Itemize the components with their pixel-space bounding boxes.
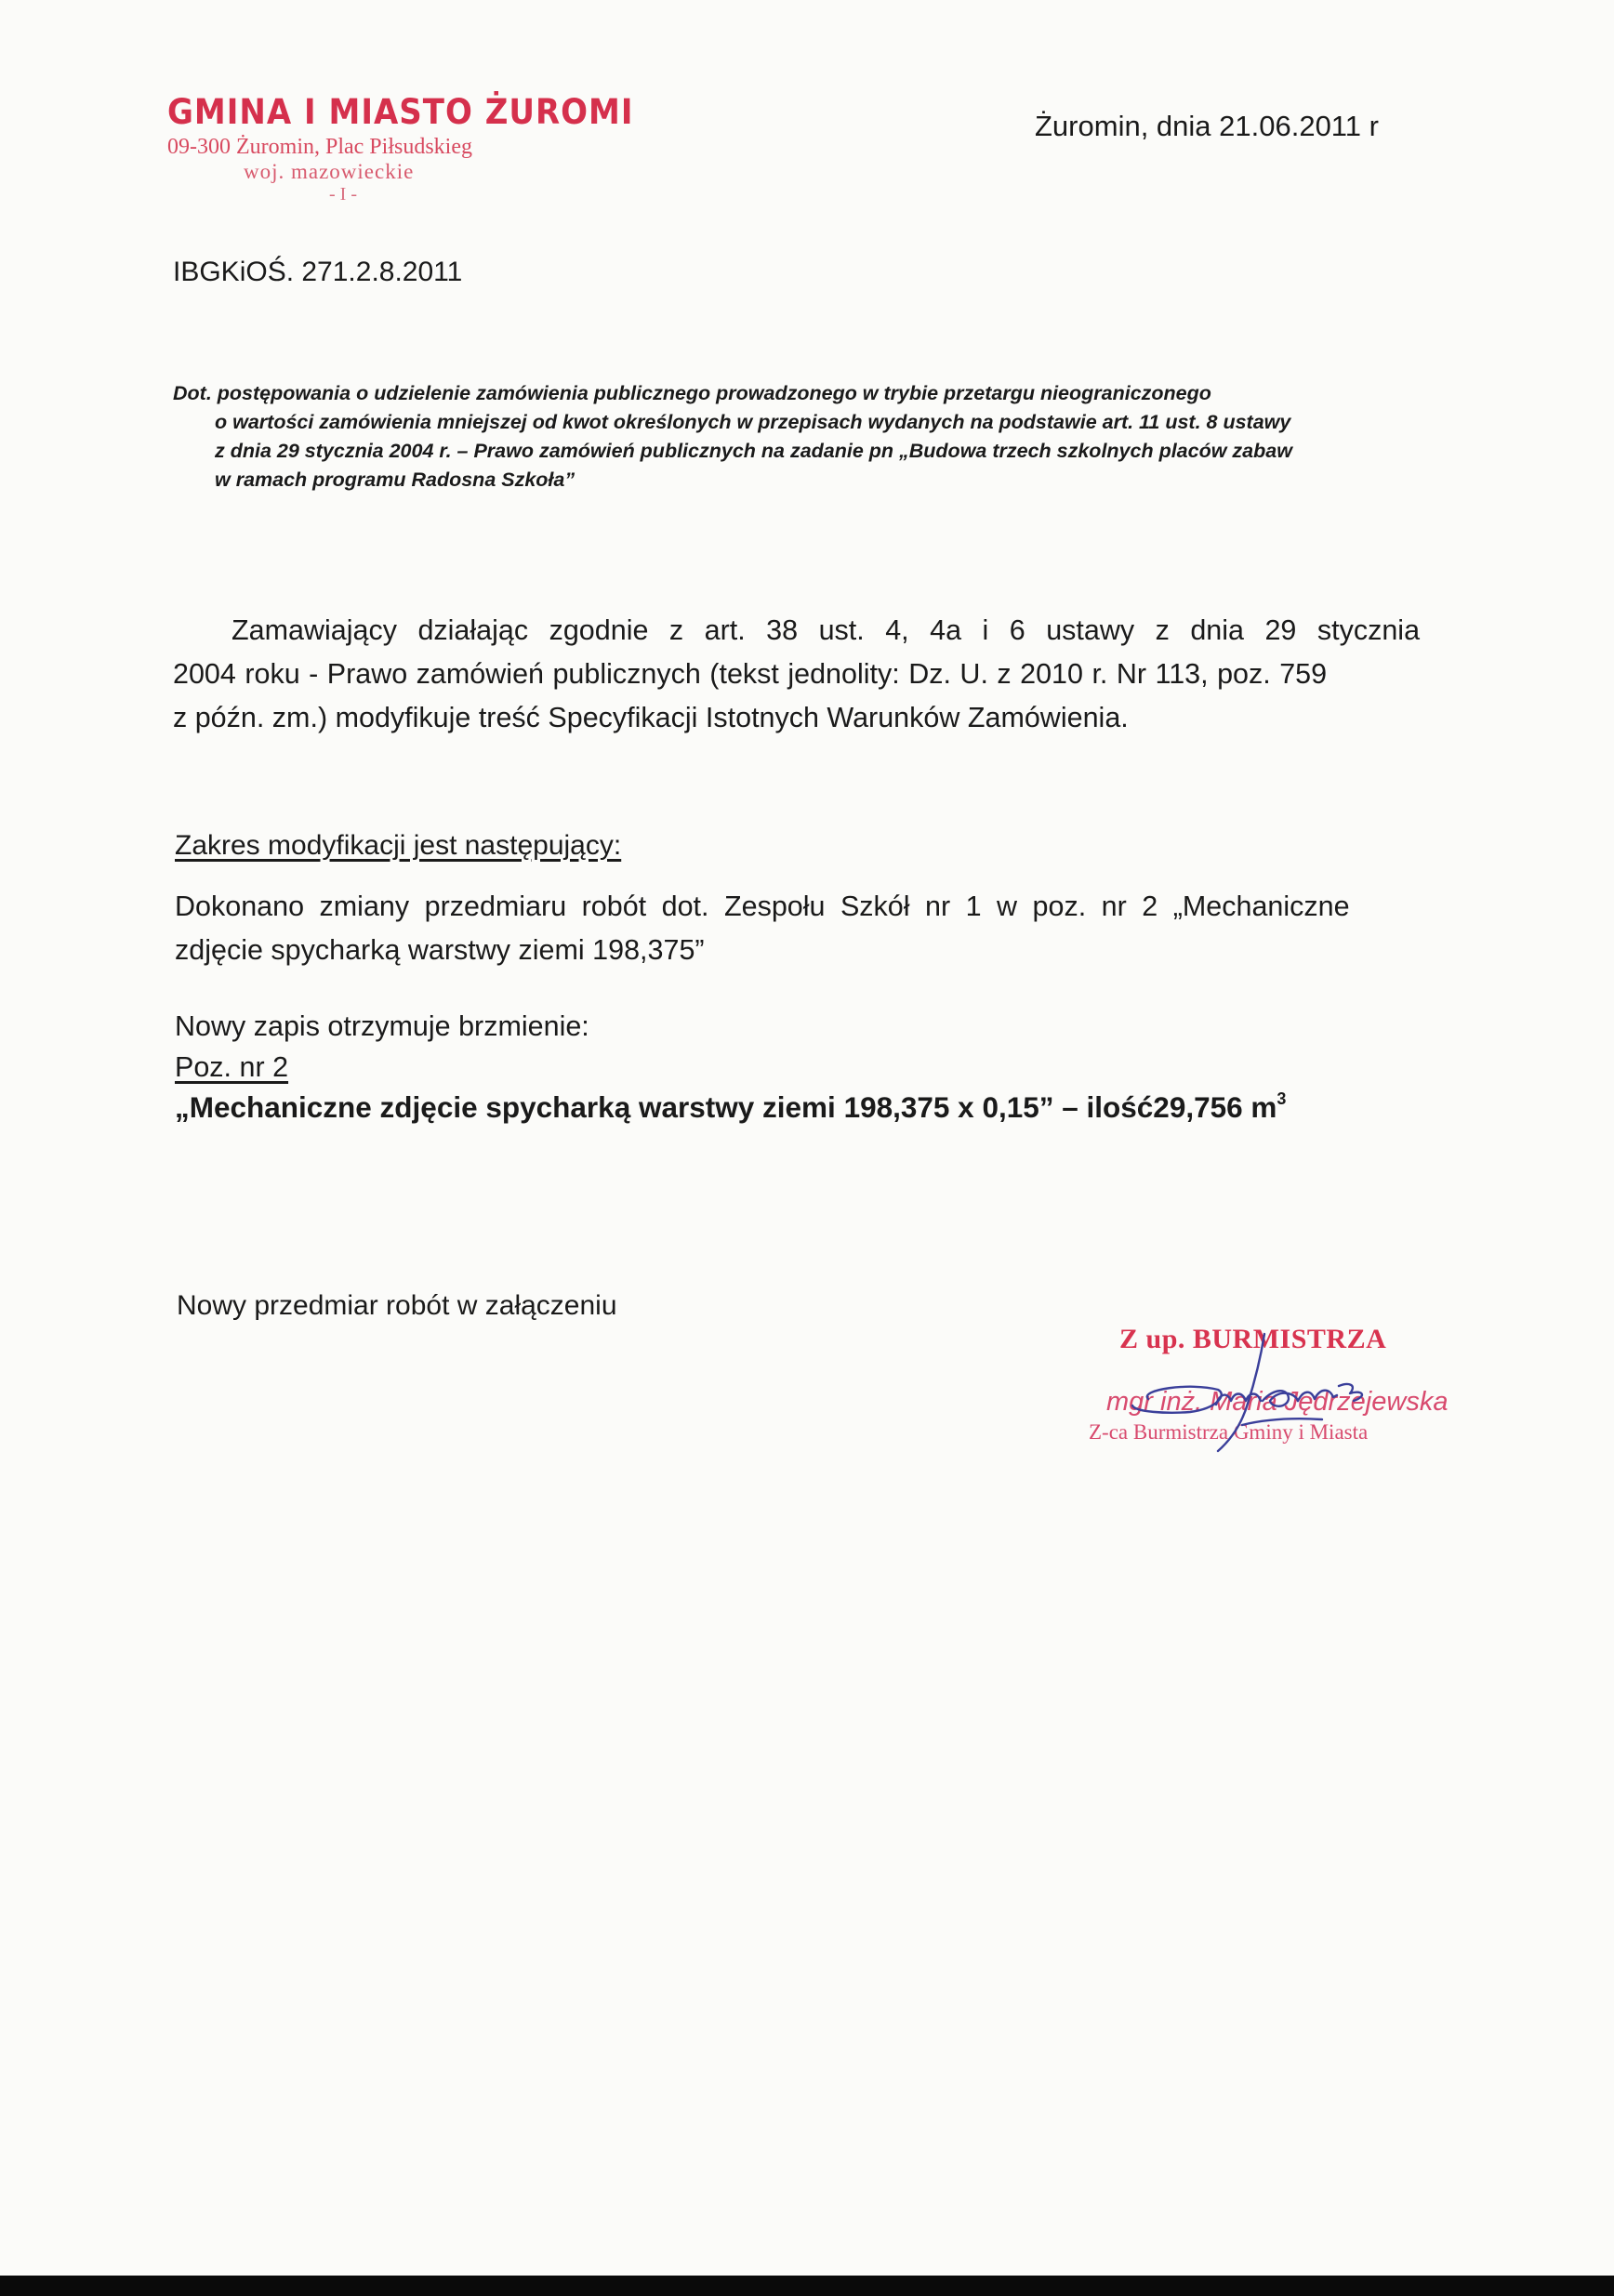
new-entry-text [175,1089,1286,1125]
subject-block [173,379,1409,495]
subject-line: o wartości zamówienia mniejszej od kwot określonych w przepisach wydanych na podstawie art. 11 ust. 8 ustawy [215,411,1291,433]
signatory-role: Z-ca Burmistrza Gminy i Miasta [1089,1420,1369,1444]
main-paragraph [173,609,1421,740]
change-line: Dokonano zmiany przedmiaru robót dot. Zespołu Szkół nr 1 w poz. nr 2 „Mechaniczne [175,891,1350,922]
subject-line: z dnia 29 stycznia 2004 r. – Prawo zamówień publicznych na zadanie pn „Budowa trzech szkolnych placów zabaw [215,440,1292,462]
letterhead-address: 09-300 Żuromin, Plac Piłsudskieg [167,135,472,159]
paragraph-line [173,609,1421,653]
new-entry-main: „Mechaniczne zdjęcie spycharką warstwy ziemi 198,375 x 0,15” – ilość29,756 m [175,1090,1277,1124]
new-entry-superscript: 3 [1277,1089,1287,1108]
paragraph-line-text: Zamawiający działając zgodnie z art. 38 ust. 4, 4a i 6 ustawy z dnia 29 stycznia [232,614,1421,646]
paragraph-line: 2004 roku - Prawo zamówień publicznych (tekst jednolity: Dz. U. z 2010 r. Nr 113, poz. 759 [173,658,1328,690]
scan-bottom-edge [0,2276,1614,2296]
attachment-note: Nowy przedmiar robót w załączeniu [177,1290,617,1321]
place-date: Żuromin, dnia 21.06.2011 r [1035,110,1379,142]
change-description [175,885,1407,972]
subject-line: Dot. postępowania o udzielenie zamówienia publicznego prowadzonego w trybie przetargu nieograniczonego [173,382,1211,404]
new-entry-label: Nowy zapis otrzymuje brzmienie: [175,1010,589,1042]
scope-heading: Zakres modyfikacji jest następujący: [175,830,622,861]
signature-stamp [1078,1315,1469,1473]
reference-number: IBGKiOŚ. 271.2.8.2011 [173,257,463,287]
signatory-name: mgr inż. Maria Jędrzejewska [1106,1387,1449,1417]
letterhead-name: GMINA I MIASTO ŻUROMI [167,91,634,133]
letterhead-page-marker: - I - [329,184,357,205]
letterhead-region: woj. mazowieckie [244,160,415,183]
change-line: zdjęcie spycharką warstwy ziemi 198,375” [175,934,705,966]
signature-title: Z up. BURMISTRZA [1119,1324,1387,1354]
letterhead-stamp [167,91,634,205]
paragraph-line: z późn. zm.) modyfikuje treść Specyfikacji Istotnych Warunków Zamówienia. [173,702,1129,733]
position-label: Poz. nr 2 [175,1051,289,1083]
subject-line: w ramach programu Radosna Szkoła” [215,468,575,491]
